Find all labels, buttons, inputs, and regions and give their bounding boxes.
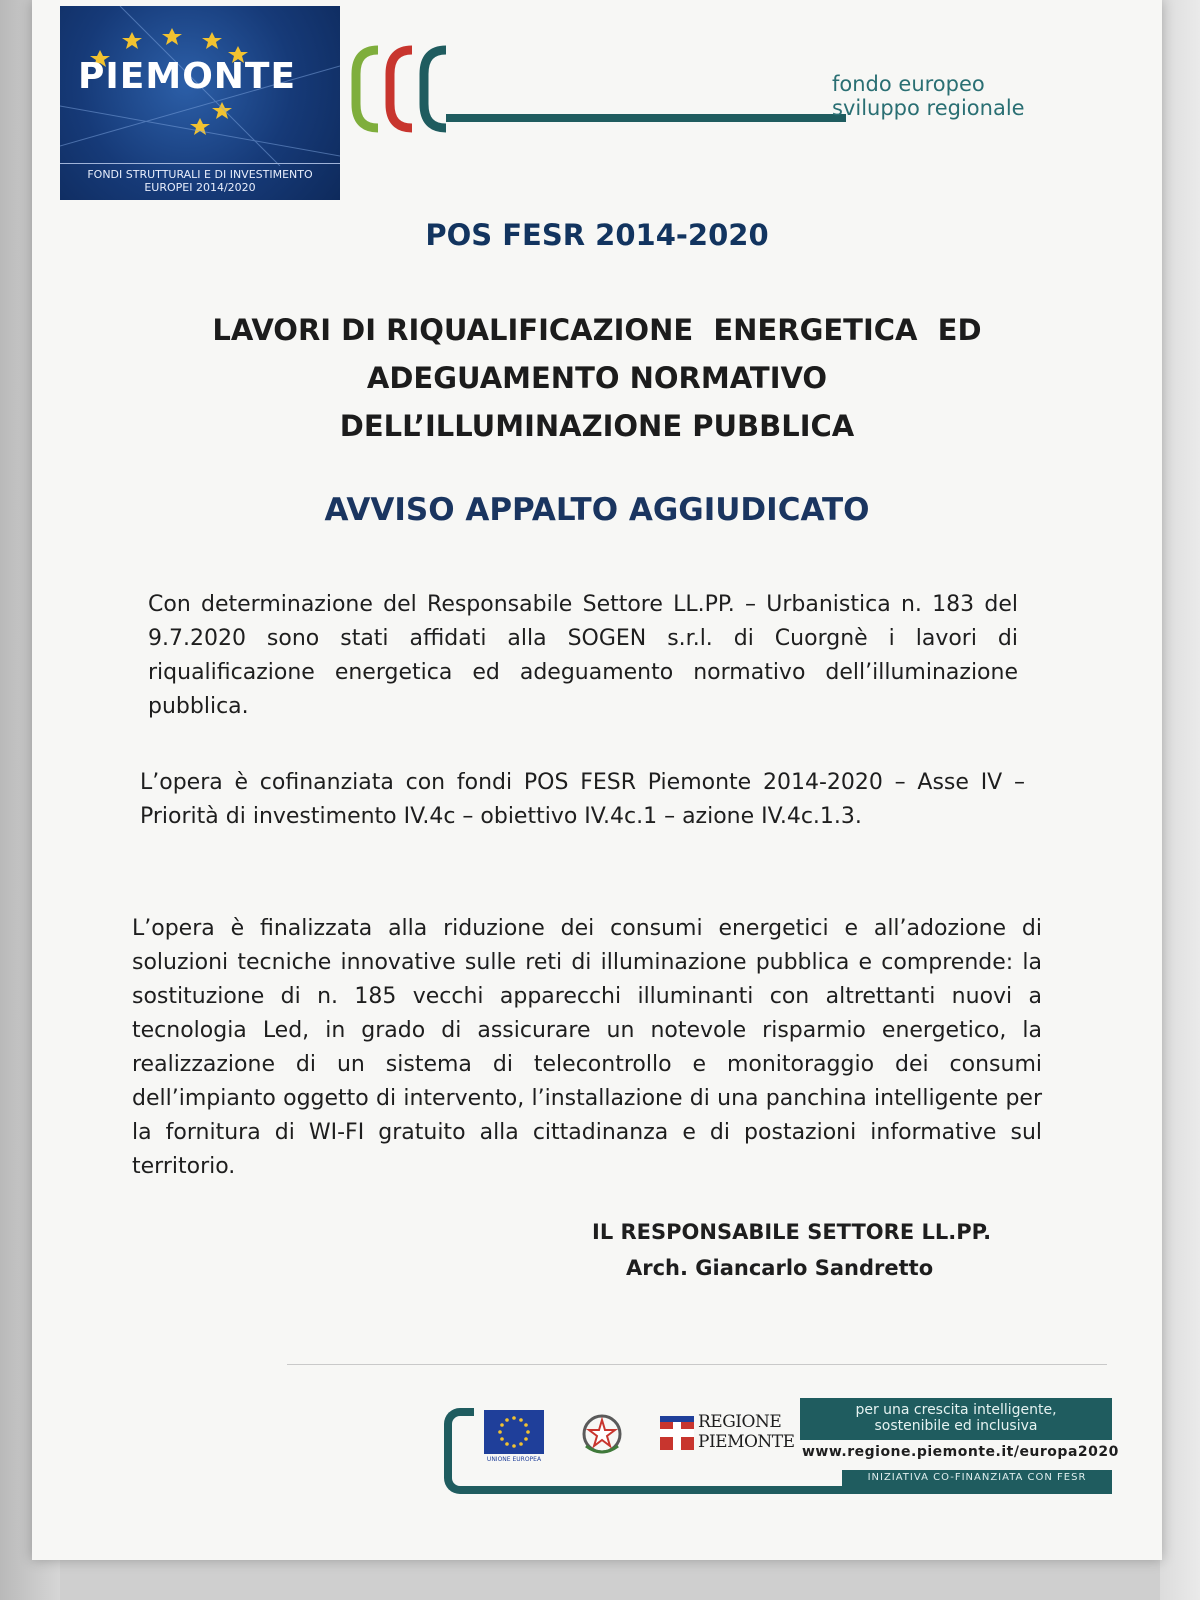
signature-name: Arch. Giancarlo Sandretto <box>626 1256 934 1280</box>
works-title-line1: LAVORI DI RIQUALIFICAZIONE ENERGETICA ED <box>212 313 982 347</box>
regione-line1: REGIONE <box>698 1412 782 1432</box>
regione-line2: PIEMONTE <box>698 1432 795 1452</box>
signature-role: IL RESPONSABILE SETTORE LL.PP. <box>592 1220 992 1244</box>
eu-flag-icon <box>484 1410 544 1454</box>
fund-name-line1: fondo europeo <box>832 72 985 96</box>
background-desk-right <box>1160 0 1200 1600</box>
footer-bracket-icon <box>444 1408 474 1494</box>
fund-name <box>832 72 1025 120</box>
piemonte-logo-caption-line2: EUROPEI 2014/2020 <box>144 181 256 194</box>
paragraph-purpose: L’opera è finalizzata alla riduzione dei consumi energetici e all’adozione di soluzioni tecniche innovative sulle reti di illuminazione pubblica e comprende: la sostituzione di n. 185 vecchi apparecchi illuminanti con altrettanti nuovi a tecnologia Led, in grado di assicurare un notevole risparmio energetico, la realizzazione di un sistema di telecontrollo e monitoraggio dei consumi dell’impianto oggetto di intervento, l’installazione di una panchina intelligente per la fornitura di WI-FI gratuito alla cittadinanza e di postazioni informative sul territorio. <box>132 916 1042 1179</box>
works-title-line2: ADEGUAMENTO NORMATIVO <box>366 361 828 395</box>
paragraph-funding: L’opera è cofinanziata con fondi POS FESR Piemonte 2014-2020 – Asse IV – Priorità di investimento IV.4c – obiettivo IV.4c.1 – azione IV.4c.1.3. <box>140 770 1025 829</box>
paragraph-determination: Con determinazione del Responsabile Settore LL.PP. – Urbanistica n. 183 del 9.7.2020 sono stati affidati alla SOGEN s.r.l. di Cuorgnè i lavori di riqualificazione energetica ed adeguamento normativo dell’illuminazione pubblica. <box>148 592 1018 719</box>
piemonte-logo <box>60 6 340 200</box>
slogan-line2: sostenibile ed inclusiva <box>874 1418 1038 1434</box>
piemonte-logo-caption-line1: FONDI STRUTTURALI E DI INVESTIMENTO <box>87 168 313 181</box>
footer-divider <box>287 1364 1107 1365</box>
regione-piemonte-text <box>698 1412 795 1452</box>
regione-piemonte-logo <box>660 1412 795 1460</box>
fund-name-line2: sviluppo regionale <box>832 96 1025 120</box>
italian-republic-emblem-icon <box>580 1410 624 1458</box>
signature-block <box>592 1214 1012 1286</box>
piemonte-logo-caption <box>60 163 340 194</box>
notice-title: AVVISO APPALTO AGGIUDICATO <box>324 492 870 528</box>
works-title <box>32 306 1162 450</box>
notice-sheet <box>32 0 1162 1560</box>
piemonte-logo-name: PIEMONTE <box>78 56 297 97</box>
slogan-box <box>800 1398 1112 1440</box>
regione-url: www.regione.piemonte.it/europa2020 <box>802 1444 1119 1460</box>
slogan-line1: per una crescita intelligente, <box>855 1402 1057 1418</box>
footer-bar <box>472 1486 1112 1494</box>
works-title-line3: DELL’ILLUMINAZIONE PUBBLICA <box>339 409 855 443</box>
cofinanced-label: INIZIATIVA CO-FINANZIATA CON FESR <box>842 1470 1112 1486</box>
regione-piemonte-flag-icon <box>660 1416 694 1450</box>
eu-caption: UNIONE EUROPEA <box>486 1456 542 1463</box>
fesr-ccc-logo-icon <box>350 44 850 134</box>
program-title: POS FESR 2014-2020 <box>425 218 769 252</box>
